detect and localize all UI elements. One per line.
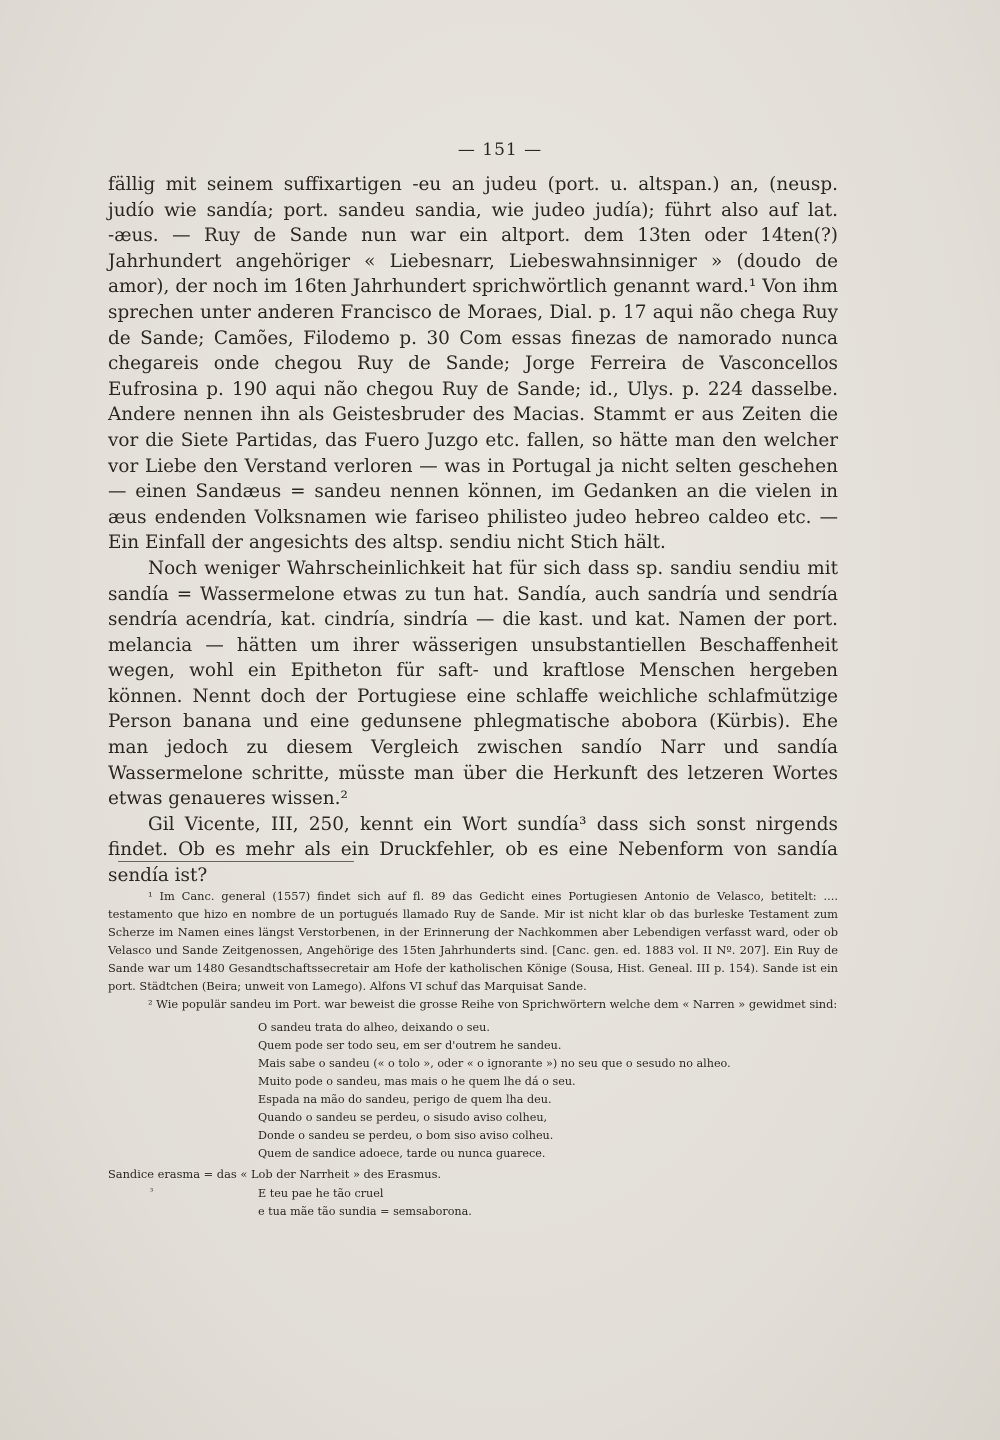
main-text <box>108 172 838 889</box>
footnotes <box>108 887 838 1223</box>
proverb-line: Muito pode o sandeu, mas mais o he quem lhe dá o seu. <box>258 1075 576 1088</box>
proverb-line: Quem de sandice adoece, tarde ou nunca guarece. <box>258 1147 546 1160</box>
verse-line: E teu pae he tão cruel <box>258 1187 384 1200</box>
proverb-line: Quem pode ser todo seu, em ser d'outrem he sandeu. <box>258 1039 562 1052</box>
proverb-line: Espada na mão do sandeu, perigo de quem lha deu. <box>258 1093 552 1106</box>
proverb-line: O sandeu trata do alheo, deixando o seu. <box>258 1021 490 1034</box>
page-number: — 151 — <box>457 140 543 160</box>
footnote-2-tail: Sandice erasma = das « Lob der Narrheit » des Erasmus. <box>108 1167 442 1181</box>
proverb-line: Quando o sandeu se perdeu, o sisudo aviso colheu, <box>258 1111 548 1124</box>
footnote-separator <box>118 861 354 862</box>
footnote-1: ¹ Im Canc. general (1557) findet sich auf fl. 89 das Gedicht eines Portugiesen Antonio de Velasco, betitelt: .... testamento que hizo en nombre de un portugués llamado Ruy de Sande. Mir ist nicht klar ob das burleske Testament zum Scherze im Namen eines längst Verstorbenen, in der Erinnerung der Nachkommen aber Lebendigen verfasst ward, oder ob Velasco und Sande Zeitgenossen, Angehörige des 15ten Jahrhunderts sind. [Canc. gen. ed. 1883 vol. II Nº. 207]. Ein Ruy de Sande war um 1480 Gesandtschaftssecretair am Hofe der katholischen Könige (Sousa, Hist. Geneal. III p. 154). Sande ist ein port. Städtchen (Beira; unweit von Lamego). Alfons VI schuf das Marquisat Sande. <box>108 889 838 993</box>
proverb-line: Mais sabe o sandeu (« o tolo », oder « o ignorante ») no seu que o sesudo no alheo. <box>258 1057 731 1070</box>
footnote-2-intro: ² Wie populär sandeu im Port. war beweist die grosse Reihe von Sprichwörtern welche dem « Narren » gewidmet sind: <box>148 997 838 1011</box>
paragraph-1: fällig mit seinem suffixartigen -eu an judeu (port. u. altspan.) an, (neusp. judío wie sandía; port. sandeu sandia, wie judeo judía); führt also auf lat. -æus. — Ruy de Sande nun war ein altport. dem 13ten oder 14ten(?) Jahrhundert angehöriger « Liebesnarr, Liebeswahnsinniger » (doudo de amor), der noch im 16ten Jahrhundert sprichwörtlich genannt ward.¹ Von ihm sprechen unter anderen Francisco de Moraes, Dial. p. 17 aqui não chega Ruy de Sande; Camões, Filodemo p. 30 Com essas finezas de namorado nunca chegareis onde chegou Ruy de Sande; Jorge Ferreira de Vasconcellos Eufrosina p. 190 aqui não chegou Ruy de Sande; id., Ulys. p. 224 dasselbe. Andere nennen ihn als Geistesbruder des Macias. Stammt er aus Zeiten die vor die Siete Partidas, das Fuero Juzgo etc. fallen, so hätte man den welcher vor Liebe den Verstand verloren — was in Portugal ja nicht selten geschehen — einen Sandæus = sandeu nennen können, im Gedanken an die vielen in æus endenden Volksnamen wie fariseo philisteo judeo hebreo caldeo etc. — Ein Einfall der angesichts des altsp. sendiu nicht Stich hält. <box>108 174 838 554</box>
paragraph-2: Noch weniger Wahrscheinlichkeit hat für sich dass sp. sandiu sendiu mit sandía = Wassermelone etwas zu tun hat. Sandía, auch sandría und sendría sendría acendría, kat. cindría, sindría — die kast. und kat. Namen der port. melancia — hätten um ihrer wässerigen unsubstantiellen Beschaffenheit wegen, wohl ein Epitheton für saft- und kraftlose Menschen hergeben können. Nennt doch der Portugiese eine schlaffe weichliche schlafmützige Person banana und eine gedunsene phlegmatische abobora (Kürbis). Ehe man jedoch zu diesem Vergleich zwischen sandío Narr und sandía Wassermelone schritte, müsste man über die Herkunft des letzeren Wortes etwas genaueres wissen.² <box>108 557 838 810</box>
proverb-line: Donde o sandeu se perdeu, o bom siso aviso colheu. <box>258 1129 554 1142</box>
footnote-3 <box>108 1185 838 1221</box>
footnote-3-verses <box>258 1185 838 1221</box>
paragraph-3: Gil Vicente, III, 250, kennt ein Wort sundía³ dass sich sonst nirgends findet. Ob es mehr als ein Druckfehler, ob es eine Nebenform von sandía sendía ist? <box>108 813 838 887</box>
verse-line: e tua mãe tão sundia = semsaborona. <box>258 1205 472 1218</box>
footnote-3-marker: ³ <box>150 1187 154 1196</box>
footnote-2-proverbs <box>258 1019 838 1163</box>
